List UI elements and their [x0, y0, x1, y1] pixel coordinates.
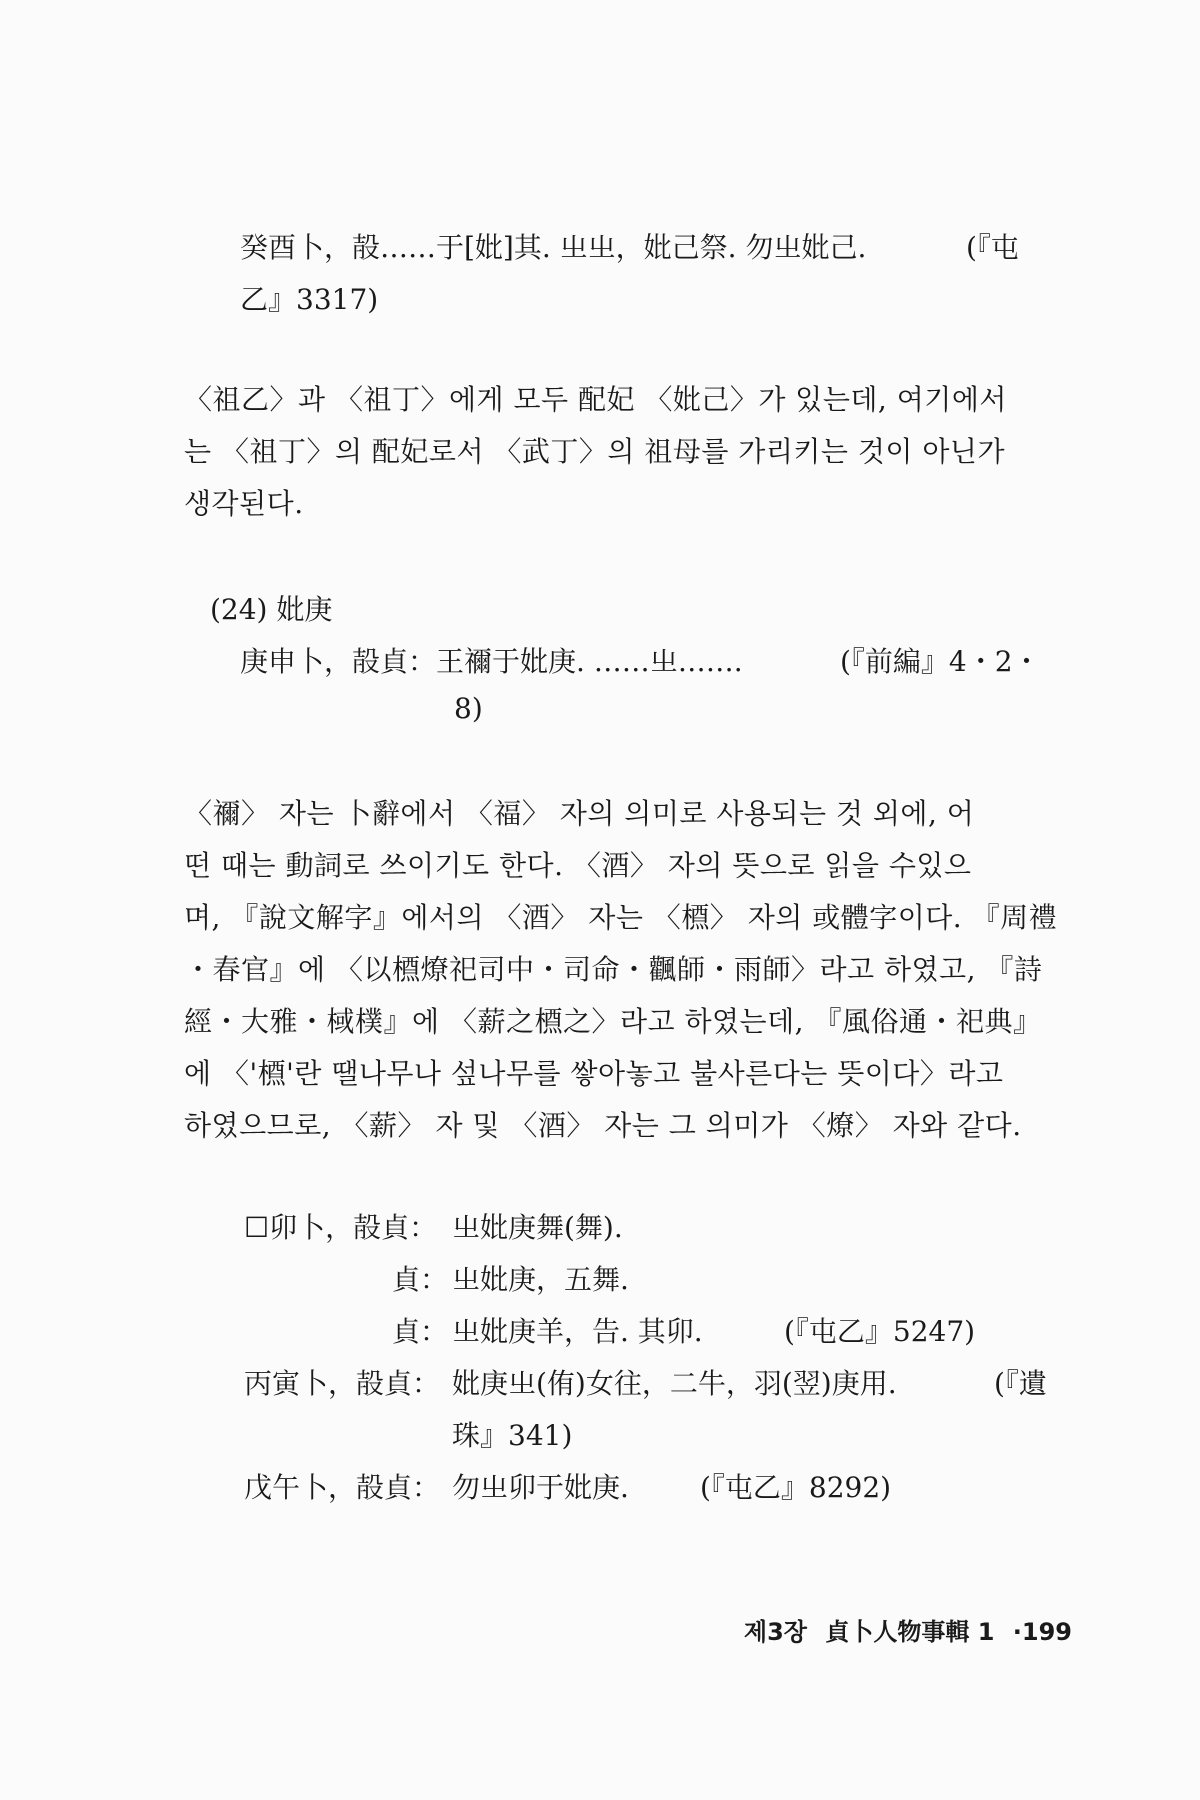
- paragraph-line: 생각된다.: [184, 487, 304, 520]
- paragraph-line: 〈禰〉 자는 卜辭에서 〈福〉 자의 의미로 사용되는 것 외에, 어: [184, 797, 975, 830]
- citation-text: 珠』341): [452, 1419, 573, 1452]
- citation-prefix: 丙寅卜，㱿貞：: [244, 1367, 441, 1400]
- citation-prefix: 貞：: [392, 1315, 449, 1348]
- citation-line: 癸酉卜，㱿……于[妣]其. 㞢㞢，妣己祭. 勿㞢妣己.: [240, 231, 867, 264]
- citation-reference: (『屯乙』5247): [784, 1315, 976, 1348]
- citation-line: 8): [454, 692, 483, 725]
- citation-text: 㞢妣庚羊，告. 其卯.: [452, 1315, 703, 1348]
- citation-line: 乙』3317): [240, 283, 379, 316]
- paragraph-line: 〈祖乙〉과 〈祖丁〉에게 모두 配妃 〈妣己〉가 있는데, 여기에서: [184, 383, 1007, 416]
- citation-prefix: 戊午卜，㱿貞：: [244, 1471, 441, 1504]
- paragraph-line: ・春官』에 〈以槱燎祀司中・司命・飌師・雨師〉라고 하였고, 『詩: [184, 953, 1043, 986]
- citation-prefix: ☐卯卜，㱿貞：: [244, 1211, 438, 1244]
- citation-line: 庚申卜，㱿貞：王禰于妣庚. ……㞢…….: [240, 645, 743, 678]
- paragraph-line: 하였으므로, 〈薪〉 자 및 〈酒〉 자는 그 의미가 〈燎〉 자와 같다.: [184, 1109, 1022, 1142]
- citation-reference: (『遺: [994, 1367, 1047, 1400]
- paragraph-line: 는 〈祖丁〉의 配妃로서 〈武丁〉의 祖母를 가리키는 것이 아닌가: [184, 435, 1006, 468]
- paragraph-line: 에 〈'槱'란 땔나무나 섶나무를 쌓아놓고 불사른다는 뜻이다〉라고: [184, 1057, 1004, 1090]
- paragraph-line: 며, 『說文解字』에서의 〈酒〉 자는 〈槱〉 자의 或體字이다. 『周禮: [184, 901, 1058, 934]
- paragraph-line: 떤 때는 動詞로 쓰이기도 한다. 〈酒〉 자의 뜻으로 읽을 수있으: [184, 849, 972, 882]
- page-footer: [734, 1612, 1072, 1647]
- citation-reference: (『前編』4・2・: [840, 645, 1041, 678]
- citation-text: 㞢妣庚，五舞.: [452, 1263, 629, 1296]
- citation-prefix: 貞：: [392, 1263, 449, 1296]
- paragraph-line: 經・大雅・棫樸』에 〈薪之槱之〉라고 하였는데, 『風俗通・祀典』: [184, 1005, 1042, 1038]
- citation-text: 勿㞢卯于妣庚.: [452, 1471, 629, 1504]
- citation-reference: (『屯乙』8292): [700, 1471, 892, 1504]
- footer-title: 貞卜人物事輯 1: [825, 1618, 995, 1646]
- section-heading: (24) 妣庚: [210, 593, 333, 626]
- page-number: ·199: [1012, 1618, 1072, 1646]
- footer-chapter: 제3장: [743, 1618, 807, 1646]
- citation-reference: (『屯: [966, 231, 1019, 264]
- citation-text: 妣庚㞢(侑)女往，二牛，羽(翌)庚用.: [452, 1367, 897, 1400]
- citation-text: 㞢妣庚舞(舞).: [452, 1211, 623, 1244]
